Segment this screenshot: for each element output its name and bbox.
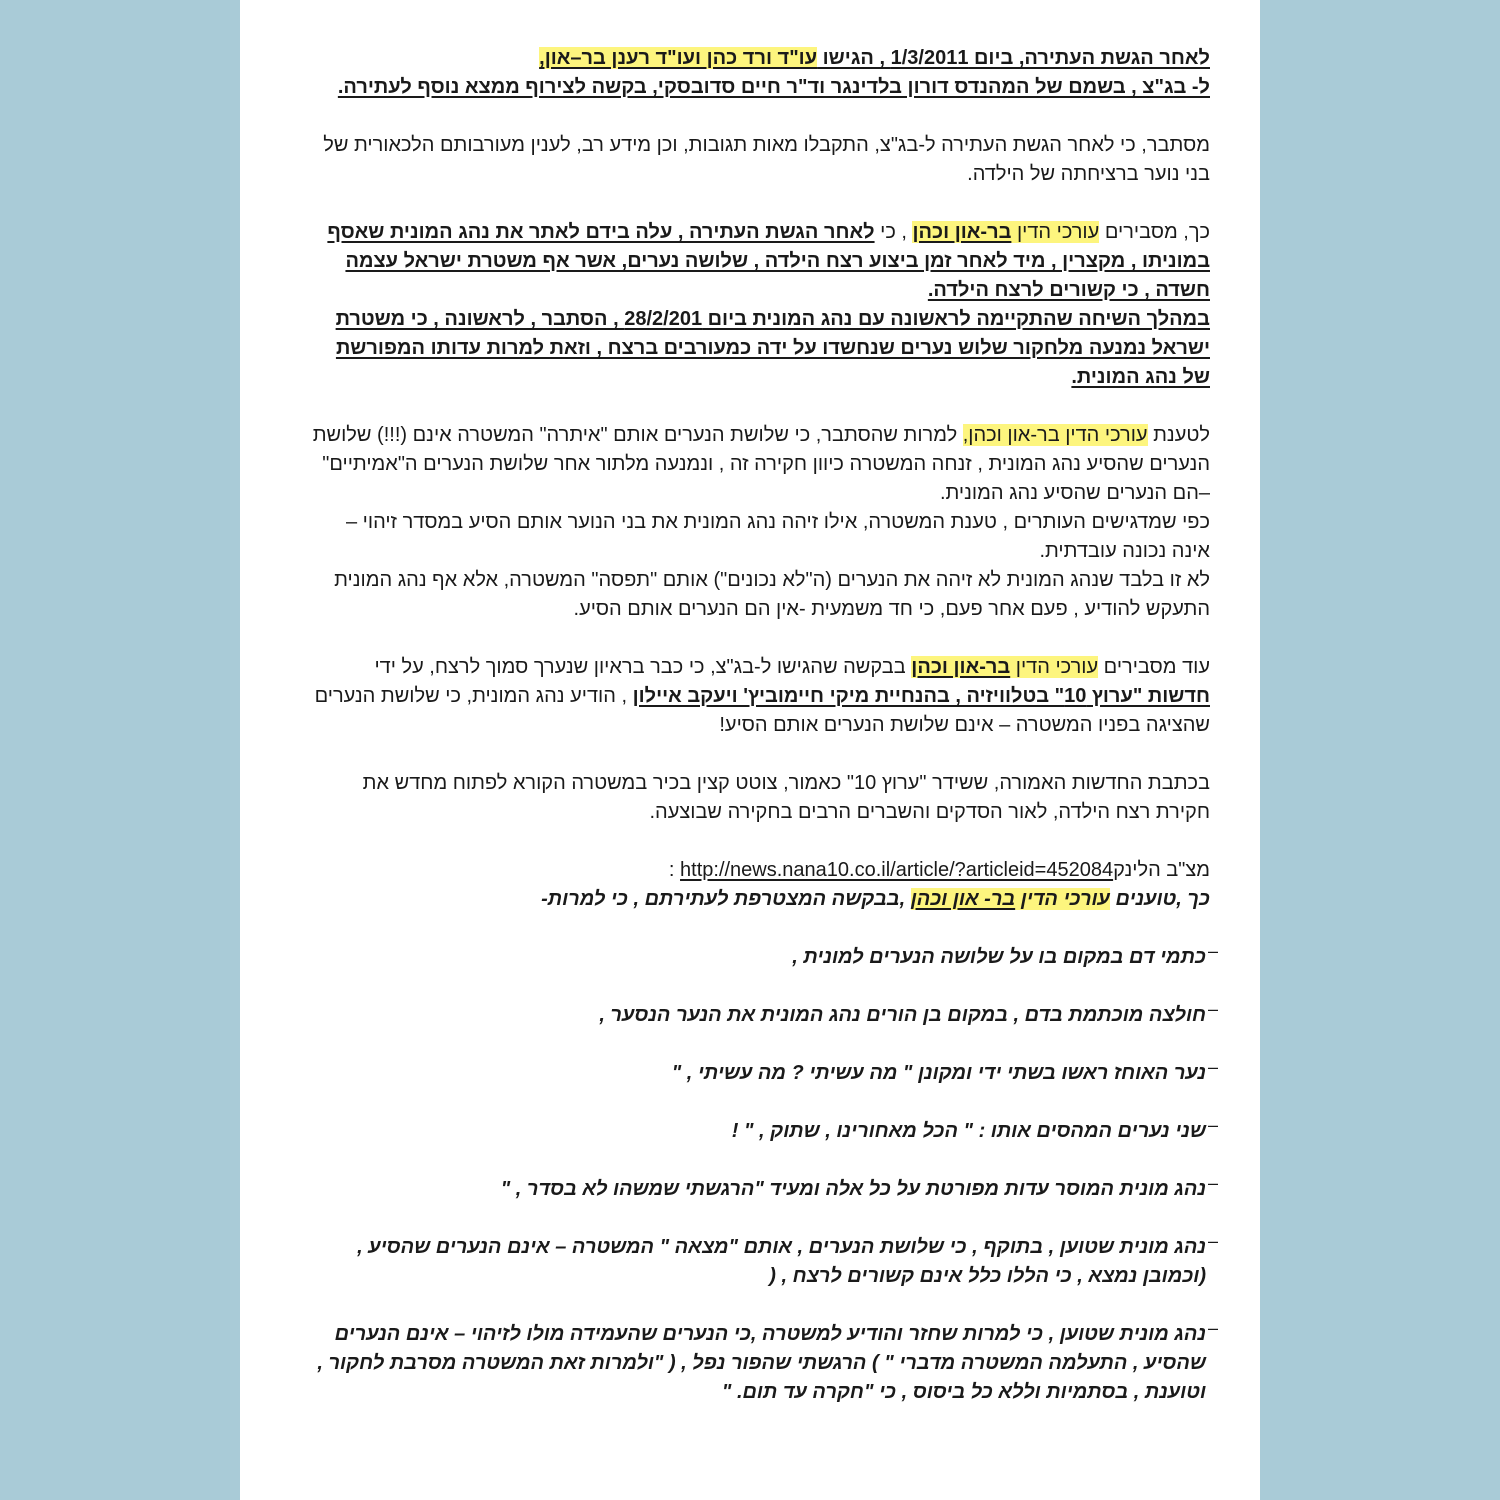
- paragraph-4: [312, 421, 1210, 624]
- p4-text-a: לטענת: [1147, 424, 1210, 446]
- bullet-dash: –: [1207, 1231, 1218, 1251]
- p3-text-c: לאחר הגשת העתירה , עלה בידם לאתר את נהג המונית שאסף במוניתו , מקצרין , מיד לאחר זמן ביצוע רצח הילדה , שלושה נערים, אשר אף משטרת ישראל עצמה חשדה , כי קשורים לרצח הילדה.: [327, 221, 1210, 301]
- bullet-dash: –: [1207, 1057, 1218, 1077]
- paragraph-2: מסתבר, כי לאחר הגשת העתירה ל-בג"צ, התקבלו מאות תגובות, וכן מידע רב, לענין מעורבותם הלכאורית של בני נוער ברציחתה של הילדה.: [323, 134, 1210, 185]
- claim-text: חולצה מוכתמת בדם , במקום בן הורים נהג המונית את הנער הנסער ,: [599, 1004, 1206, 1026]
- p3-text-b: , כי: [874, 221, 913, 243]
- p7-text-c: כך ,טוענים: [1109, 888, 1210, 910]
- bullet-dash: –: [1207, 999, 1218, 1019]
- p1-highlight-lawyers: עו"ד ורד כהן ועו"ד רענן בר–און,: [539, 47, 818, 69]
- p5-text-d: , הודיע נהג המונית, כי שלושת הנערים שהציגה בפניו המשטרה – אינם שלושת הנערים אותם הסיע!: [314, 685, 1210, 736]
- p3-highlight-part1: עורכי הדין: [1011, 221, 1100, 243]
- p5-highlight-lawyers: [911, 656, 1098, 678]
- p7-highlight-part1: עורכי הדין: [1015, 888, 1110, 910]
- claims-list: [312, 941, 1218, 1407]
- paragraph-5: [312, 653, 1210, 740]
- p7-highlight-lawyers: [911, 888, 1110, 910]
- claim-text: נהג מונית שטוען , כי למרות שחזר והודיע למשטרה ,כי הנערים שהעמידה מולו לזיהוי – אינם הנערים שהסיע , התעלמה המשטרה מדברי " ) הרגשתי שהפור נפל , ( "ולמרות זאת המשטרה מסרבת לחקור , וטוענת , בסתמיות וללא כל ביסוס , כי "חקרה עד תום. ": [317, 1323, 1206, 1403]
- p7-text-d: ,בבקשה המצטרפת לעתירתם , כי למרות-: [541, 888, 911, 910]
- p5-news-channel-10: חדשות "ערוץ 10" בטלוויזיה , בהנחיית מיקי חיימוביץ' ויעקב איילון: [632, 685, 1210, 707]
- claim-text: שני נערים המהסים אותו : " הכל מאחורינו , שתוק , " !: [731, 1120, 1206, 1142]
- claim-item: [312, 1173, 1218, 1204]
- p4-highlight-lawyers: עורכי הדין בר-און וכהן,: [962, 424, 1148, 446]
- paragraph-3: [312, 218, 1210, 392]
- p5-highlight-part2: בר-און וכהן: [911, 656, 1011, 678]
- p5-text-b: בבקשה שהגישו ל-בג"צ, כי כבר בראיון שנערך סמוך לרצח, על ידי: [374, 656, 912, 678]
- p1-text-b: ל- בג"צ , בשמם של המהנדס דורון בלדינגר וד"ר חיים סדובסקי, בקשה לצירוף ממצא נוסף לעתירה.: [337, 76, 1210, 98]
- bullet-dash: –: [1207, 941, 1218, 961]
- bullet-dash: –: [1207, 1318, 1218, 1338]
- p5-highlight-part1: עורכי הדין: [1010, 656, 1099, 678]
- paragraph-6: בכתבת החדשות האמורה, ששידר "ערוץ 10" כאמור, צוטט קצין בכיר במשטרה הקורא לפתוח מחדש את חקירת רצח הילדה, לאור הסדקים והשברים הרבים בחקירה שבוצעה.: [362, 772, 1210, 823]
- p7-text-a: מצ"ב הלינק: [1113, 859, 1210, 881]
- p3-text-a: כך, מסבירים: [1099, 221, 1210, 243]
- article-link[interactable]: http://news.nana10.co.il/article/?articleid=452084: [680, 859, 1114, 881]
- claim-item: [312, 1318, 1218, 1407]
- document-body: [312, 44, 1218, 1436]
- claim-text: כתמי דם במקום בו על שלושה הנערים למונית ,: [792, 946, 1206, 968]
- claim-text: נער האוחז ראשו בשתי ידי ומקונן " מה עשיתי ? מה עשיתי , ": [671, 1062, 1206, 1084]
- claim-text: נהג מונית המוסר עדות מפורטת על כל אלה ומעיד "הרגשתי שמשהו לא בסדר , ": [500, 1178, 1206, 1200]
- p7-text-b: :: [668, 859, 681, 881]
- scanned-document-page: [240, 0, 1260, 1500]
- bullet-dash: –: [1207, 1115, 1218, 1135]
- p4-text-d: לא זו בלבד שנהג המונית לא זיהה את הנערים (ה"לא נכונים") אותם "תפסה" המשטרה, אלא אף נהג המונית התעקש להודיע , פעם אחר פעם, כי חד משמעית -אין הם הנערים אותם הסיע.: [334, 569, 1210, 620]
- p3-highlight-lawyers: [912, 221, 1099, 243]
- paragraph-7: [312, 856, 1210, 914]
- claim-item: [312, 1115, 1218, 1146]
- p3-text-d: במהלך השיחה שהתקיימה לראשונה עם נהג המונית ביום 28/2/201 , הסתבר , לראשונה , כי משטרת ישראל נמנעה מלחקור שלוש נערים שנחשדו על ידה כמעורבים ברצח , וזאת למרות עדותו המפורשת של נהג המונית.: [335, 308, 1210, 388]
- claim-item: [312, 941, 1218, 972]
- p5-text-a: עוד מסבירים: [1098, 656, 1210, 678]
- claim-text: נהג מונית שטוען , בתוקף , כי שלושת הנערים , אותם "מצאה " המשטרה – אינם הנערים שהסיע ,(וכמובן נמצא , כי הללו כלל אינם קשורים לרצח , (: [357, 1236, 1206, 1287]
- p3-highlight-part2: בר-און וכהן: [912, 221, 1012, 243]
- p4-text-b: למרות שהסתבר, כי שלושת הנערים אותם "איתרה" המשטרה אינם (!!!) שלושת הנערים שהסיע נהג המונית , זנחה המשטרה כיוון חקירה זה , ונמנעה מלתור אחר שלושת הנערים ה"אמיתיים" –הם הנערים שהסיע נהג המונית.: [312, 424, 1210, 504]
- paragraph-1: [312, 44, 1210, 102]
- claim-item: [312, 1057, 1218, 1088]
- claim-item: [312, 999, 1218, 1030]
- p7-highlight-part2: בר- און וכהן: [910, 888, 1016, 910]
- bullet-dash: –: [1207, 1173, 1218, 1193]
- claim-item: [312, 1231, 1218, 1291]
- p1-text-a: לאחר הגשת העתירה, ביום 1/3/2011 , הגישו: [817, 47, 1210, 69]
- p4-text-c: כפי שמדגישים העותרים , טענת המשטרה, אילו זיהה נהג המונית את בני הנוער אותם הסיע במסדר זיהוי – אינה נכונה עובדתית.: [346, 511, 1210, 562]
